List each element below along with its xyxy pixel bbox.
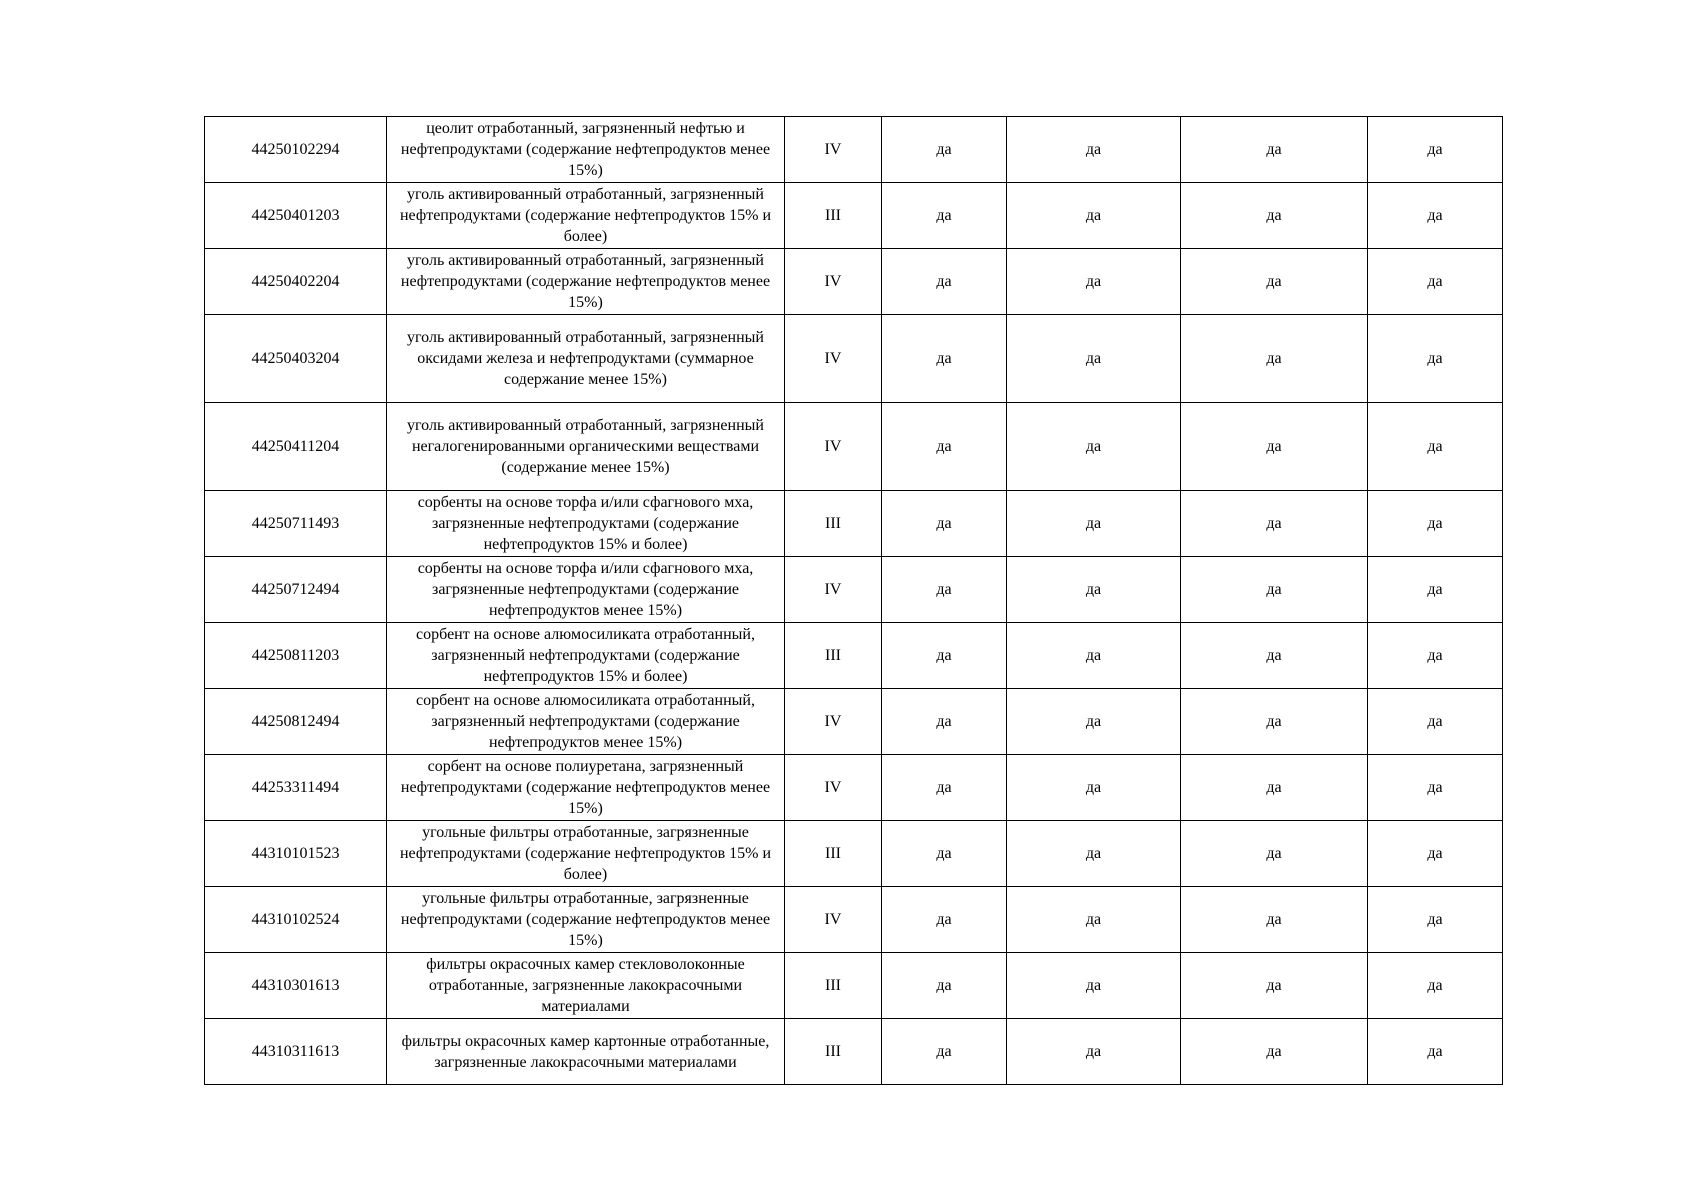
value-cell-3: да [1181, 491, 1368, 557]
value-cell-1: да [882, 953, 1007, 1019]
waste-table [204, 116, 1503, 1085]
value-cell-2: да [1007, 403, 1181, 491]
value-cell-2: да [1007, 887, 1181, 953]
hazard-class-cell: III [785, 491, 882, 557]
hazard-class-cell: IV [785, 403, 882, 491]
hazard-class-cell: IV [785, 689, 882, 755]
value-cell-1: да [882, 249, 1007, 315]
value-cell-2: да [1007, 623, 1181, 689]
waste-code-cell: 44250711493 [205, 491, 387, 557]
waste-code-cell: 44310311613 [205, 1019, 387, 1085]
table-row [205, 183, 1503, 249]
waste-code-cell: 44250403204 [205, 315, 387, 403]
value-cell-3: да [1181, 623, 1368, 689]
table-row [205, 623, 1503, 689]
value-cell-2: да [1007, 821, 1181, 887]
value-cell-3: да [1181, 755, 1368, 821]
table-row [205, 403, 1503, 491]
waste-name-cell: сорбенты на основе торфа и/или сфагнового мха, загрязненные нефтепродуктами (содержание нефтепродуктов 15% и более) [387, 491, 785, 557]
waste-code-cell: 44310102524 [205, 887, 387, 953]
value-cell-2: да [1007, 689, 1181, 755]
value-cell-3: да [1181, 315, 1368, 403]
waste-code-cell: 44250411204 [205, 403, 387, 491]
table-row [205, 821, 1503, 887]
waste-code-cell: 44250402204 [205, 249, 387, 315]
waste-code-cell: 44250712494 [205, 557, 387, 623]
table-row [205, 887, 1503, 953]
table-row [205, 689, 1503, 755]
value-cell-1: да [882, 623, 1007, 689]
waste-code-cell: 44250811203 [205, 623, 387, 689]
hazard-class-cell: IV [785, 315, 882, 403]
value-cell-4: да [1368, 689, 1503, 755]
value-cell-1: да [882, 117, 1007, 183]
value-cell-2: да [1007, 249, 1181, 315]
value-cell-4: да [1368, 117, 1503, 183]
value-cell-4: да [1368, 821, 1503, 887]
table-row [205, 117, 1503, 183]
waste-code-cell: 44310101523 [205, 821, 387, 887]
table-row [205, 953, 1503, 1019]
value-cell-3: да [1181, 117, 1368, 183]
hazard-class-cell: IV [785, 755, 882, 821]
hazard-class-cell: IV [785, 887, 882, 953]
value-cell-2: да [1007, 183, 1181, 249]
waste-code-cell: 44310301613 [205, 953, 387, 1019]
waste-name-cell: фильтры окрасочных камер картонные отработанные, загрязненные лакокрасочными материалами [387, 1019, 785, 1085]
value-cell-1: да [882, 689, 1007, 755]
value-cell-1: да [882, 183, 1007, 249]
value-cell-4: да [1368, 403, 1503, 491]
value-cell-1: да [882, 315, 1007, 403]
value-cell-1: да [882, 887, 1007, 953]
value-cell-3: да [1181, 403, 1368, 491]
table-row [205, 315, 1503, 403]
hazard-class-cell: III [785, 953, 882, 1019]
value-cell-2: да [1007, 117, 1181, 183]
value-cell-4: да [1368, 249, 1503, 315]
waste-name-cell: сорбент на основе алюмосиликата отработанный, загрязненный нефтепродуктами (содержание нефтепродуктов менее 15%) [387, 689, 785, 755]
table-row [205, 249, 1503, 315]
value-cell-1: да [882, 557, 1007, 623]
hazard-class-cell: IV [785, 557, 882, 623]
value-cell-3: да [1181, 887, 1368, 953]
value-cell-3: да [1181, 557, 1368, 623]
value-cell-4: да [1368, 557, 1503, 623]
hazard-class-cell: III [785, 821, 882, 887]
waste-name-cell: угольные фильтры отработанные, загрязненные нефтепродуктами (содержание нефтепродуктов 15% и более) [387, 821, 785, 887]
waste-code-cell: 44250812494 [205, 689, 387, 755]
value-cell-4: да [1368, 183, 1503, 249]
value-cell-2: да [1007, 491, 1181, 557]
value-cell-1: да [882, 755, 1007, 821]
waste-code-cell: 44250401203 [205, 183, 387, 249]
waste-name-cell: сорбенты на основе торфа и/или сфагнового мха, загрязненные нефтепродуктами (содержание нефтепродуктов менее 15%) [387, 557, 785, 623]
value-cell-1: да [882, 403, 1007, 491]
waste-name-cell: сорбент на основе алюмосиликата отработанный, загрязненный нефтепродуктами (содержание нефтепродуктов 15% и более) [387, 623, 785, 689]
waste-name-cell: уголь активированный отработанный, загрязненный негалогенированными органическими веществами (содержание менее 15%) [387, 403, 785, 491]
value-cell-1: да [882, 1019, 1007, 1085]
value-cell-3: да [1181, 183, 1368, 249]
waste-name-cell: фильтры окрасочных камер стекловолоконные отработанные, загрязненные лакокрасочными материалами [387, 953, 785, 1019]
value-cell-4: да [1368, 491, 1503, 557]
hazard-class-cell: III [785, 1019, 882, 1085]
value-cell-1: да [882, 491, 1007, 557]
value-cell-2: да [1007, 557, 1181, 623]
value-cell-3: да [1181, 1019, 1368, 1085]
hazard-class-cell: IV [785, 117, 882, 183]
waste-name-cell: угольные фильтры отработанные, загрязненные нефтепродуктами (содержание нефтепродуктов менее 15%) [387, 887, 785, 953]
table-row [205, 1019, 1503, 1085]
value-cell-4: да [1368, 953, 1503, 1019]
value-cell-3: да [1181, 953, 1368, 1019]
value-cell-4: да [1368, 755, 1503, 821]
value-cell-2: да [1007, 953, 1181, 1019]
waste-code-cell: 44253311494 [205, 755, 387, 821]
waste-name-cell: сорбент на основе полиуретана, загрязненный нефтепродуктами (содержание нефтепродуктов менее 15%) [387, 755, 785, 821]
waste-name-cell: уголь активированный отработанный, загрязненный нефтепродуктами (содержание нефтепродуктов 15% и более) [387, 183, 785, 249]
waste-name-cell: цеолит отработанный, загрязненный нефтью и нефтепродуктами (содержание нефтепродуктов менее 15%) [387, 117, 785, 183]
waste-name-cell: уголь активированный отработанный, загрязненный нефтепродуктами (содержание нефтепродуктов менее 15%) [387, 249, 785, 315]
value-cell-4: да [1368, 1019, 1503, 1085]
value-cell-2: да [1007, 755, 1181, 821]
value-cell-4: да [1368, 887, 1503, 953]
waste-name-cell: уголь активированный отработанный, загрязненный оксидами железа и нефтепродуктами (суммарное содержание менее 15%) [387, 315, 785, 403]
hazard-class-cell: III [785, 623, 882, 689]
value-cell-2: да [1007, 315, 1181, 403]
hazard-class-cell: IV [785, 249, 882, 315]
hazard-class-cell: III [785, 183, 882, 249]
value-cell-3: да [1181, 821, 1368, 887]
table-row [205, 557, 1503, 623]
table-row [205, 491, 1503, 557]
value-cell-1: да [882, 821, 1007, 887]
value-cell-2: да [1007, 1019, 1181, 1085]
waste-code-cell: 44250102294 [205, 117, 387, 183]
table-row [205, 755, 1503, 821]
value-cell-4: да [1368, 623, 1503, 689]
value-cell-3: да [1181, 689, 1368, 755]
value-cell-4: да [1368, 315, 1503, 403]
value-cell-3: да [1181, 249, 1368, 315]
